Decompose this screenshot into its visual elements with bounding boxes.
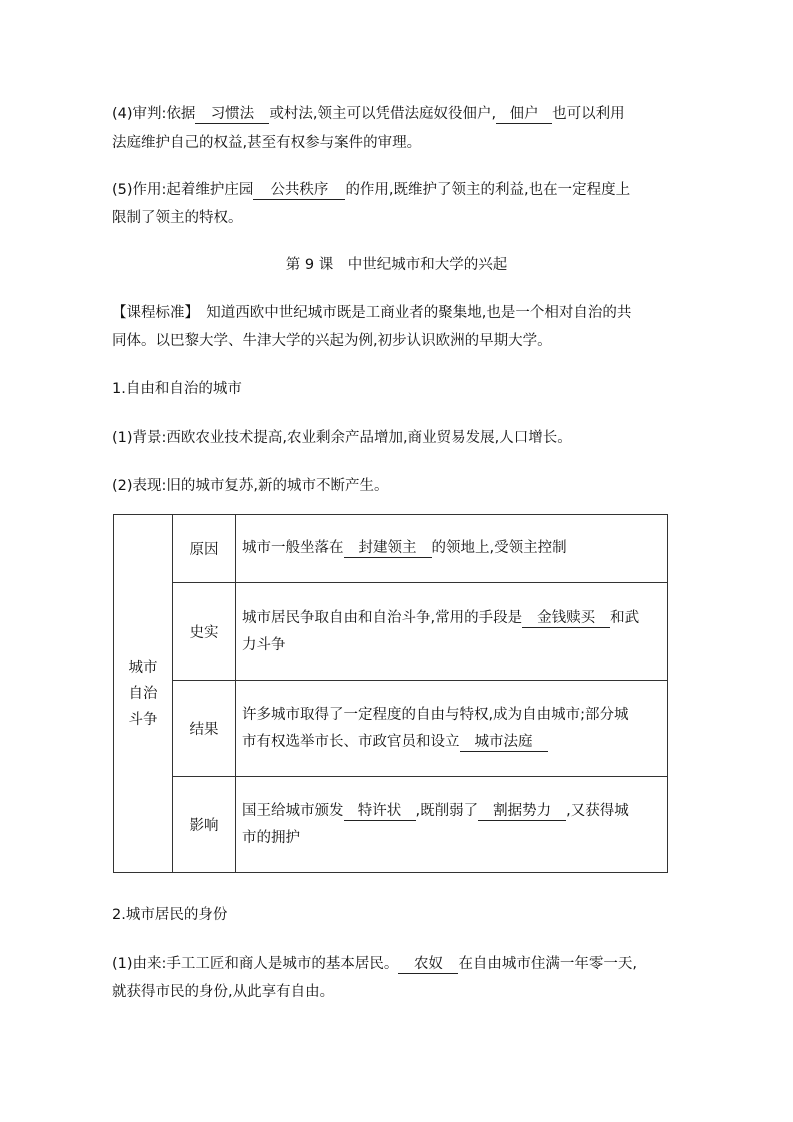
group-label-line: 城市 (128, 659, 158, 676)
answer-blank: 农奴 (398, 955, 458, 974)
row-content (236, 681, 668, 777)
manifestation-paragraph: (2)表现:旧的城市复苏,新的城市不断产生。 (112, 478, 389, 494)
group-label-line: 自治 (128, 685, 158, 702)
text: 或村法,领主可以凭借法庭奴役佃户, (269, 106, 497, 122)
section-heading: 1.自由和自治的城市 (112, 381, 242, 397)
answer-blank: 习惯法 (195, 105, 269, 124)
text: (5)作用:起着维护庄园 (112, 182, 254, 198)
group-label-line: 斗争 (128, 711, 158, 728)
table-row (114, 515, 668, 583)
group-label-cell (114, 515, 173, 873)
row-content (236, 515, 668, 583)
text: 城市一般坐落在 (242, 540, 344, 556)
text: 市的拥护 (242, 829, 300, 846)
city-autonomy-table (113, 514, 668, 873)
answer-blank: 特许状 (344, 802, 416, 821)
trial-paragraph-line2: 法庭维护自己的权益,甚至有权参与案件的审理。 (112, 135, 422, 151)
text: ,又获得城 (566, 802, 629, 819)
row-label: 原因 (173, 515, 236, 583)
text: 国王给城市颁发 (242, 802, 344, 819)
text: 在自由城市住满一年零一天, (458, 956, 638, 972)
row-label: 影响 (173, 777, 236, 873)
table-row (114, 777, 668, 873)
table-row (114, 681, 668, 777)
text: 力斗争 (242, 636, 286, 653)
answer-blank: 城市法庭 (460, 733, 548, 752)
row-label: 结果 (173, 681, 236, 777)
text: 的领地上,受领主控制 (431, 540, 567, 556)
text: 许多城市取得了一定程度的自由与特权,成为自由城市;部分城 (242, 706, 629, 723)
origin-paragraph-line1 (112, 954, 682, 974)
answer-blank: 佃户 (496, 105, 552, 124)
answer-blank: 公共秩序 (253, 181, 345, 200)
text: ,既削弱了 (415, 802, 479, 819)
trial-paragraph-line1 (112, 104, 682, 124)
text: 城市居民争取自由和自治斗争,常用的手段是 (242, 609, 523, 626)
text: 市有权选举市长、市政官员和设立 (242, 733, 460, 750)
lesson-title: 第 9 课 中世纪城市和大学的兴起 (285, 257, 508, 273)
answer-blank: 割据势力 (478, 802, 566, 821)
course-standard-line2: 同体。以巴黎大学、牛津大学的兴起为例,初步认识欧洲的早期大学。 (112, 333, 552, 349)
row-label: 史实 (173, 583, 236, 681)
section-heading-2: 2.城市居民的身份 (112, 907, 228, 923)
background-paragraph: (1)背景:西欧农业技术提高,农业剩余产品增加,商业贸易发展,人口增长。 (112, 430, 572, 446)
answer-blank: 金钱赎买 (522, 609, 610, 628)
row-content (236, 583, 668, 681)
answer-blank: 封建领主 (344, 539, 432, 558)
table-row (114, 583, 668, 681)
row-content (236, 777, 668, 873)
function-paragraph-line1 (112, 180, 682, 200)
text: 的作用,既维护了领主的利益,也在一定程度上 (345, 182, 631, 198)
text: 也可以利用 (552, 106, 625, 122)
text: (1)由来:手工工匠和商人是城市的基本居民。 (112, 956, 399, 972)
course-standard-line1: 【课程标准】 知道西欧中世纪城市既是工商业者的聚集地,也是一个相对自治的共 (112, 305, 632, 321)
text: (4)审判:依据 (112, 106, 196, 122)
function-paragraph-line2: 限制了领主的特权。 (112, 210, 243, 226)
text: 和武 (610, 609, 640, 626)
origin-paragraph-line2: 就获得市民的身份,从此享有自由。 (112, 984, 335, 1000)
